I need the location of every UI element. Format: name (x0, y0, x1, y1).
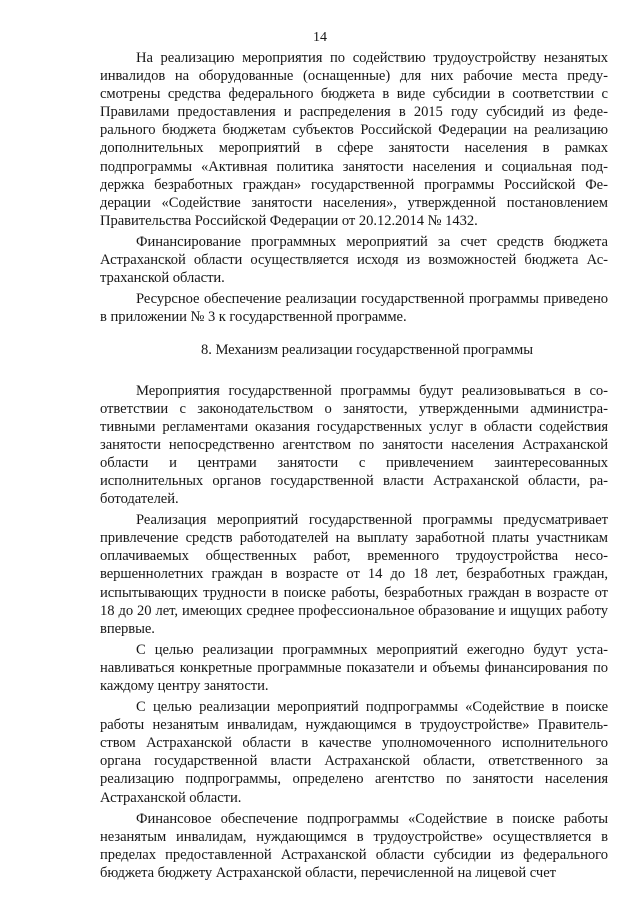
section-heading: 8. Механизм реализации государственной программы (201, 342, 533, 359)
paragraph-subprogram-financing: Финансовое обеспечение подпрограммы «Содействие в поиске работы незанятым инвалидам, нуждающимся в трудоустройстве» осуществляется в пределах предоставленной Астраханской области субсидии из федерального бюджета бюджету Астраханской области, перечисленной на лицевой счет (100, 810, 608, 881)
page-number: 14 (313, 30, 327, 45)
paragraph-regional-financing: Финансирование программных мероприятий за счет средств бюджета Астраханской области осуществляется исходя из возможностей бюджета Астраханской области. (100, 233, 608, 287)
paragraph-federal-subsidy: На реализацию мероприятия по содействию трудоустройству незанятых инвалидов на оборудованные (оснащенные) для них рабочие места предусмотрены средства федерального бюджета в виде субсидии в соответствии с Правилами предоставления и распределения в 2015 году субсидий из федерального бюджета бюджетам субъектов Российской Федерации на реализацию дополнительных мероприятий в сфере занятости населения в рамках подпрограммы «Активная политика занятости населения и социальная поддержка безработных граждан» государственной программы Российской Федерации «Содействие занятости населения», утвержденной постановлением Правительства Российской Федерации от 20.12.2014 № 1432. (100, 50, 608, 229)
paragraph-program-indicators: С целью реализации программных мероприятий ежегодно будут устанавливаться конкретные программные показатели и объемы финансирования по каждому центру занятости. (100, 641, 608, 694)
document-body (100, 49, 608, 885)
paragraph-resource-provision: Ресурсное обеспечение реализации государственной программы приведено в приложении № 3 к государственной программе. (100, 291, 608, 326)
paragraph-employer-funding: Реализация мероприятий государственной программы предусматривает привлечение средств работодателей на выплату заработной платы участникам оплачиваемых общественных работ, временного трудоустройства несовершеннолетних граждан в возрасте от 14 до 18 лет, безработных граждан, испытывающих трудности в поиске работы, безработных граждан в возрасте от 18 до 20 лет, имеющих среднее профессиональное образование и ищущих работу впервые. (100, 512, 608, 637)
paragraph-implementation-activities: Мероприятия государственной программы будут реализовываться в соответствии с законодательством о занятости, утвержденными административными регламентами оказания государственных услуг в области содействия занятости непосредственно агентством по занятости населения Астраханской области и центрами занятости с привлечением заинтересованных исполнительных органов государственной власти Астраханской области, работодателей. (100, 382, 608, 508)
paragraph-responsible-agency: С целью реализации мероприятий подпрограммы «Содействие в поиске работы незанятым инвалидам, нуждающимся в трудоустройстве» Правительством Астраханской области в качестве уполномоченного исполнительного органа государственной власти Астраханской области, ответственного за реализацию подпрограммы, определено агентство по занятости населения Астраханской области. (100, 699, 608, 806)
